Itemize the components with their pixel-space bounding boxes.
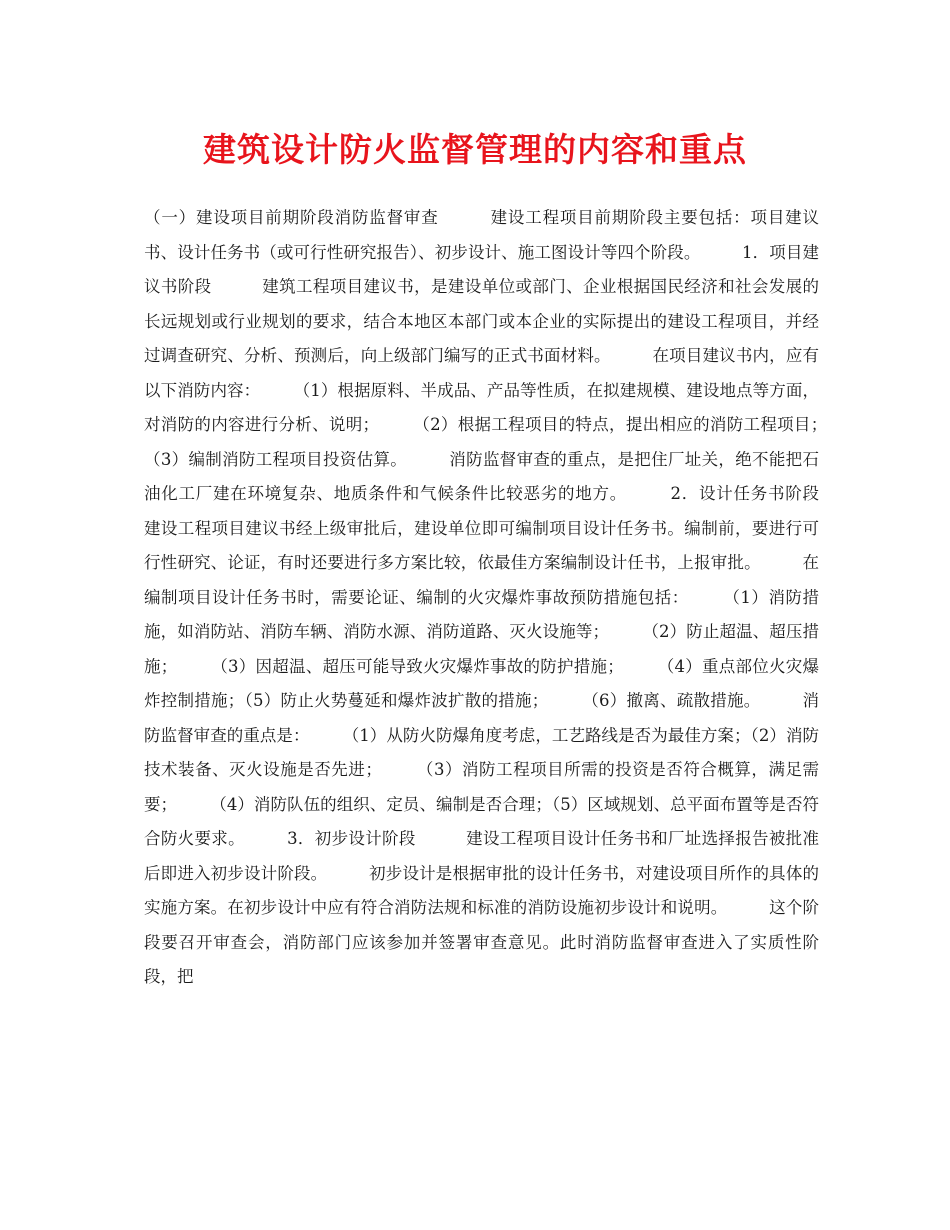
document-body: （一）建设项目前期阶段消防监督审查 建设工程项目前期阶段主要包括：项目建议书、设计任务书（或可行性研究报告）、初步设计、施工图设计等四个阶段。 1．项目建议书阶段 建筑工程项目建议书，是建设单位或部门、企业根据国民经济和社会发展的长远规划或行业规划的要求，结合本地区本部门或本企业的实际提出的建设工程项目，并经过调查研究、分析、预测后，向上级部门编写的正式书面材料。 在项目建议书内，应有以下消防内容： （1）根据原料、半成品、产品等性质，在拟建规模、建设地点等方面，对消防的内容进行分析、说明； （2）根据工程项目的特点，提出相应的消防工程项目； （3）编制消防工程项目投资估算。 消防监督审查的重点，是把住厂址关，绝不能把石油化工厂建在环境复杂、地质条件和气候条件比较恶劣的地方。 2．设计任务书阶段 建设工程项目建议书经上级审批后，建设单位即可编制项目设计任务书。编制前，要进行可行性研究、论证，有时还要进行多方案比较，依最佳方案编制设计任书，上报审批。 在编制项目设计任务书时，需要论证、编制的火灾爆炸事故预防措施包括： （1）消防措施，如消防站、消防车辆、消防水源、消防道路、灭火设施等； （2）防止超温、超压措施； （3）因超温、超压可能导致火灾爆炸事故的防护措施； （4）重点部位火灾爆炸控制措施；（5）防止火势蔓延和爆炸波扩散的措施； （6）撤离、疏散措施。 消防监督审查的重点是： （1）从防火防爆角度考虑，工艺路线是否为最佳方案；（2）消防技术装备、灭火设施是否先进； （3）消防工程项目所需的投资是否符合概算，满足需要； （4）消防队伍的组织、定员、编制是否合理；（5）区域规划、总平面布置等是否符合防火要求。 3．初步设计阶段 建设工程项目设计任务书和厂址选择报告被批准后即进入初步设计阶段。 初步设计是根据审批的设计任务书，对建设项目所作的具体的实施方案。在初步设计中应有符合消防法规和标准的消防设施初步设计和说明。 这个阶段要召开审查会，消防部门应该参加并签署审查意见。此时消防监督审查进入了实质性阶段，把 bbox=[144, 208, 869, 986]
document-title: 建筑设计防火监督管理的内容和重点 bbox=[203, 130, 747, 169]
